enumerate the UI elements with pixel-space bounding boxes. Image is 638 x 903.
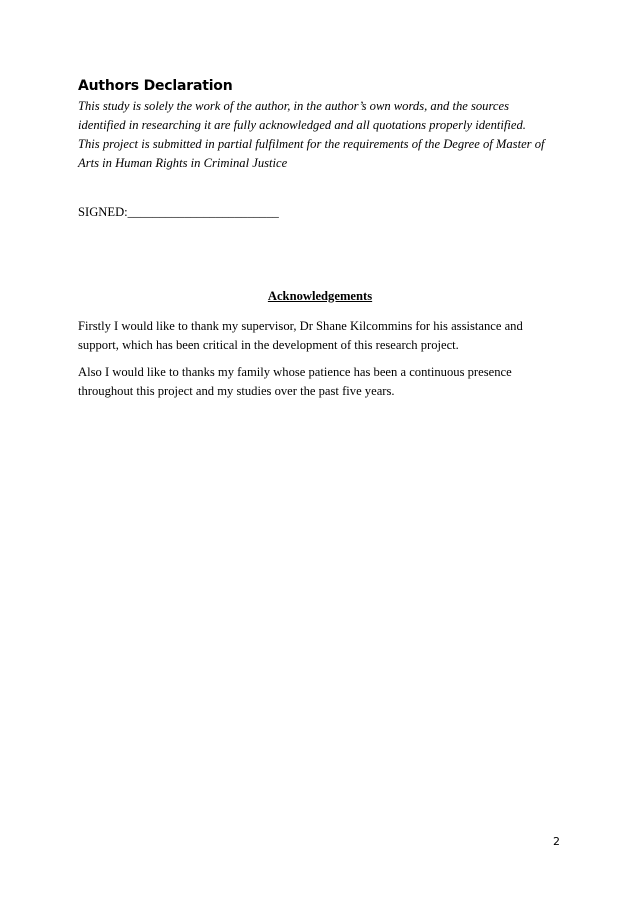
acknowledgements-paragraph-2 bbox=[78, 363, 568, 401]
paragraph-line: Also I would like to thanks my family whose patience has been a continuous presence bbox=[78, 365, 512, 379]
declaration-line: This project is submitted in partial fulfilment for the requirements of the Degree of Master of bbox=[78, 137, 545, 151]
signature-line: SIGNED:________________________ bbox=[78, 205, 279, 219]
paragraph-line: Firstly I would like to thank my supervisor, Dr Shane Kilcommins for his assistance and bbox=[78, 319, 523, 333]
paragraph-line: throughout this project and my studies over the past five years. bbox=[78, 384, 395, 398]
paragraph-line: support, which has been critical in the development of this research project. bbox=[78, 338, 459, 352]
declaration-title: Authors Declaration bbox=[78, 78, 233, 94]
declaration-line: Arts in Human Rights in Criminal Justice bbox=[78, 156, 288, 170]
acknowledgements-paragraph-1 bbox=[78, 317, 568, 355]
declaration-line: identified in researching it are fully acknowledged and all quotations properly identified. bbox=[78, 118, 526, 132]
declaration-text bbox=[78, 97, 568, 173]
declaration-line: This study is solely the work of the author, in the author’s own words, and the sources bbox=[78, 99, 509, 113]
page-number: 2 bbox=[553, 835, 560, 848]
acknowledgements-title: Acknowledgements bbox=[267, 289, 373, 303]
